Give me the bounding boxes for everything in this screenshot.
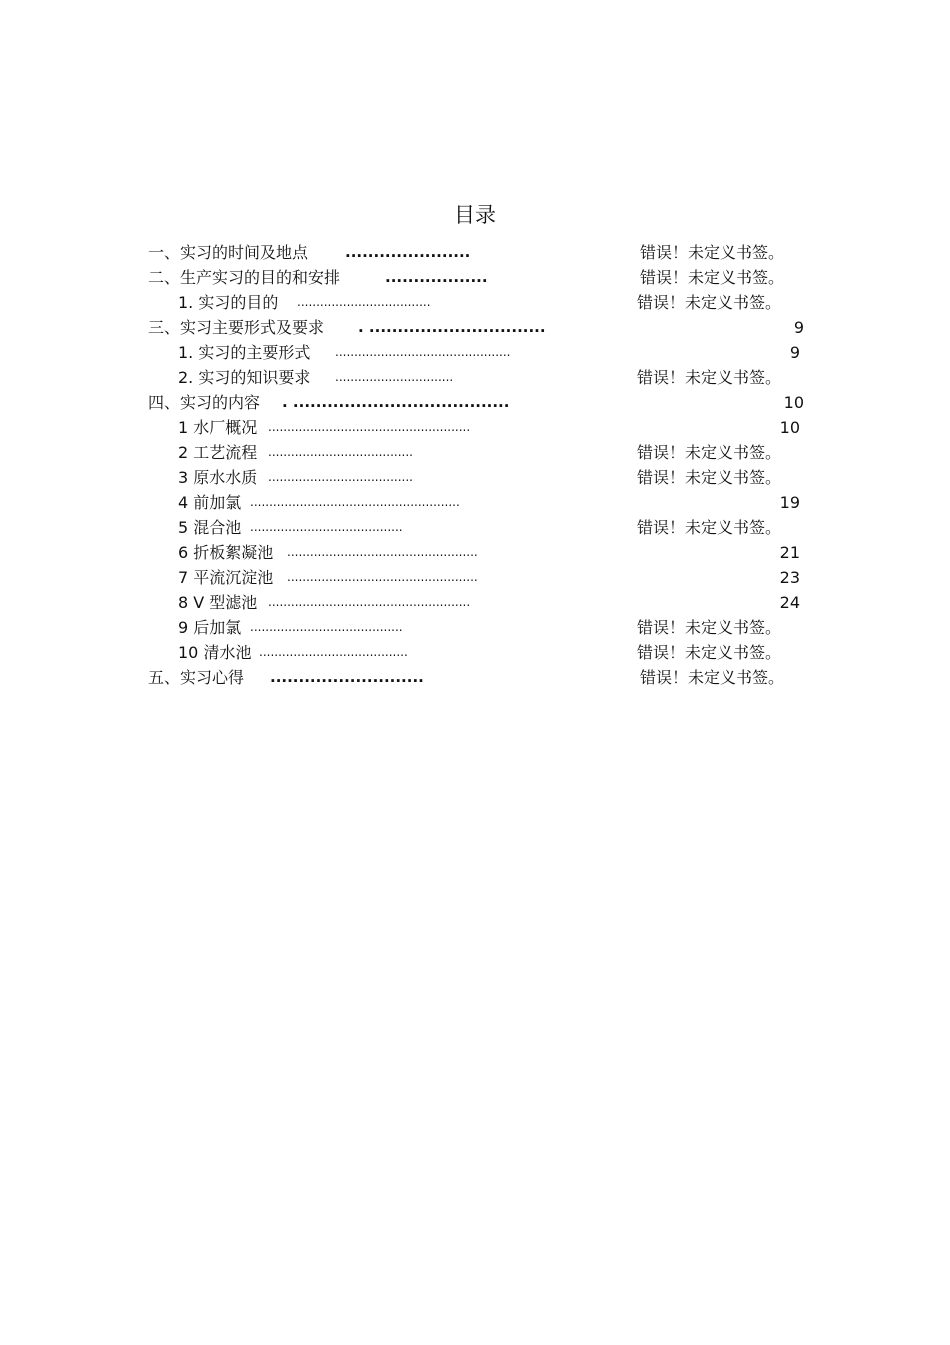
toc-entry-leader: .................................................. [287, 545, 478, 559]
toc-entry-leader: ........................................ [250, 620, 403, 634]
toc-entry-page: 错误！未定义书签。 [640, 243, 785, 262]
toc-entry-page: 错误！未定义书签。 [640, 268, 785, 287]
toc-list [0, 240, 950, 690]
toc-entry-label: 三、实习主要形式及要求 [148, 318, 325, 337]
toc-entry[interactable] [0, 490, 950, 515]
toc-entry-leader: ........................................ [250, 520, 403, 534]
toc-entry-leader: ....................................... [259, 645, 408, 659]
toc-entry-page: 错误！未定义书签。 [640, 668, 785, 687]
toc-entry-label: 2. 实习的知识要求 [178, 368, 311, 387]
toc-entry-leader: ...................................... [268, 470, 413, 484]
toc-entry[interactable] [0, 290, 950, 315]
toc-entry[interactable] [0, 565, 950, 590]
toc-entry-label: 4 前加氯 [178, 493, 242, 512]
toc-entry-leader: .................. [385, 268, 488, 286]
toc-entry-page: 9 [789, 343, 800, 362]
toc-entry[interactable] [0, 540, 950, 565]
toc-entry-leader: ........................... [270, 668, 424, 686]
toc-entry[interactable] [0, 315, 950, 340]
toc-entry-leader: . ...................................... [282, 393, 510, 411]
toc-entry-label: 四、实习的内容 [148, 393, 261, 412]
toc-entry-page: 错误！未定义书签。 [637, 643, 782, 662]
toc-entry[interactable] [0, 640, 950, 665]
toc-entry-page: 10 [783, 393, 804, 412]
toc-entry-leader: . ............................... [358, 318, 546, 336]
toc-entry-label: 10 清水池 [178, 643, 252, 662]
toc-entry-page: 19 [779, 493, 800, 512]
toc-entry-page: 错误！未定义书签。 [637, 293, 782, 312]
toc-entry-label: 1. 实习的目的 [178, 293, 279, 312]
toc-entry[interactable] [0, 615, 950, 640]
toc-entry-leader: ....................................................... [250, 495, 460, 509]
toc-entry-page: 错误！未定义书签。 [637, 443, 782, 462]
toc-entry-label: 1. 实习的主要形式 [178, 343, 311, 362]
toc-entry-label: 3 原水水质 [178, 468, 258, 487]
toc-entry-page: 错误！未定义书签。 [637, 368, 782, 387]
toc-entry[interactable] [0, 390, 950, 415]
toc-entry-leader: .................................................. [287, 570, 478, 584]
toc-entry-label: 6 折板絮凝池 [178, 543, 274, 562]
toc-entry-label: 5 混合池 [178, 518, 242, 537]
toc-entry[interactable] [0, 590, 950, 615]
toc-entry-page: 21 [779, 543, 800, 562]
toc-title: 目录 [454, 203, 496, 227]
toc-entry-label: 8 V 型滤池 [178, 593, 258, 612]
toc-entry-page: 错误！未定义书签。 [637, 468, 782, 487]
toc-entry[interactable] [0, 340, 950, 365]
toc-entry[interactable] [0, 240, 950, 265]
toc-entry[interactable] [0, 665, 950, 690]
toc-entry-label: 二、生产实习的目的和安排 [148, 268, 341, 287]
toc-entry-leader: ...................................... [268, 445, 413, 459]
toc-entry[interactable] [0, 440, 950, 465]
toc-entry[interactable] [0, 265, 950, 290]
toc-entry-leader: ..................................................... [268, 420, 471, 434]
toc-entry[interactable] [0, 365, 950, 390]
toc-entry[interactable] [0, 515, 950, 540]
toc-entry[interactable] [0, 465, 950, 490]
toc-entry-label: 五、实习心得 [148, 668, 245, 687]
toc-entry-label: 7 平流沉淀池 [178, 568, 274, 587]
toc-entry-leader: ...................... [345, 243, 471, 261]
toc-entry-label: 1 水厂概况 [178, 418, 258, 437]
toc-entry-leader: ..................................................... [268, 595, 471, 609]
toc-entry-label: 2 工艺流程 [178, 443, 258, 462]
toc-entry-leader: ................................... [297, 295, 431, 309]
toc-entry-page: 错误！未定义书签。 [637, 518, 782, 537]
toc-entry-page: 10 [779, 418, 800, 437]
toc-entry-page: 24 [779, 593, 800, 612]
toc-entry-page: 错误！未定义书签。 [637, 618, 782, 637]
toc-entry[interactable] [0, 415, 950, 440]
toc-entry-label: 9 后加氯 [178, 618, 242, 637]
toc-entry-page: 23 [779, 568, 800, 587]
toc-entry-page: 9 [793, 318, 804, 337]
toc-entry-leader: ............................... [335, 370, 454, 384]
toc-entry-label: 一、实习的时间及地点 [148, 243, 309, 262]
toc-entry-leader: .............................................. [335, 345, 511, 359]
